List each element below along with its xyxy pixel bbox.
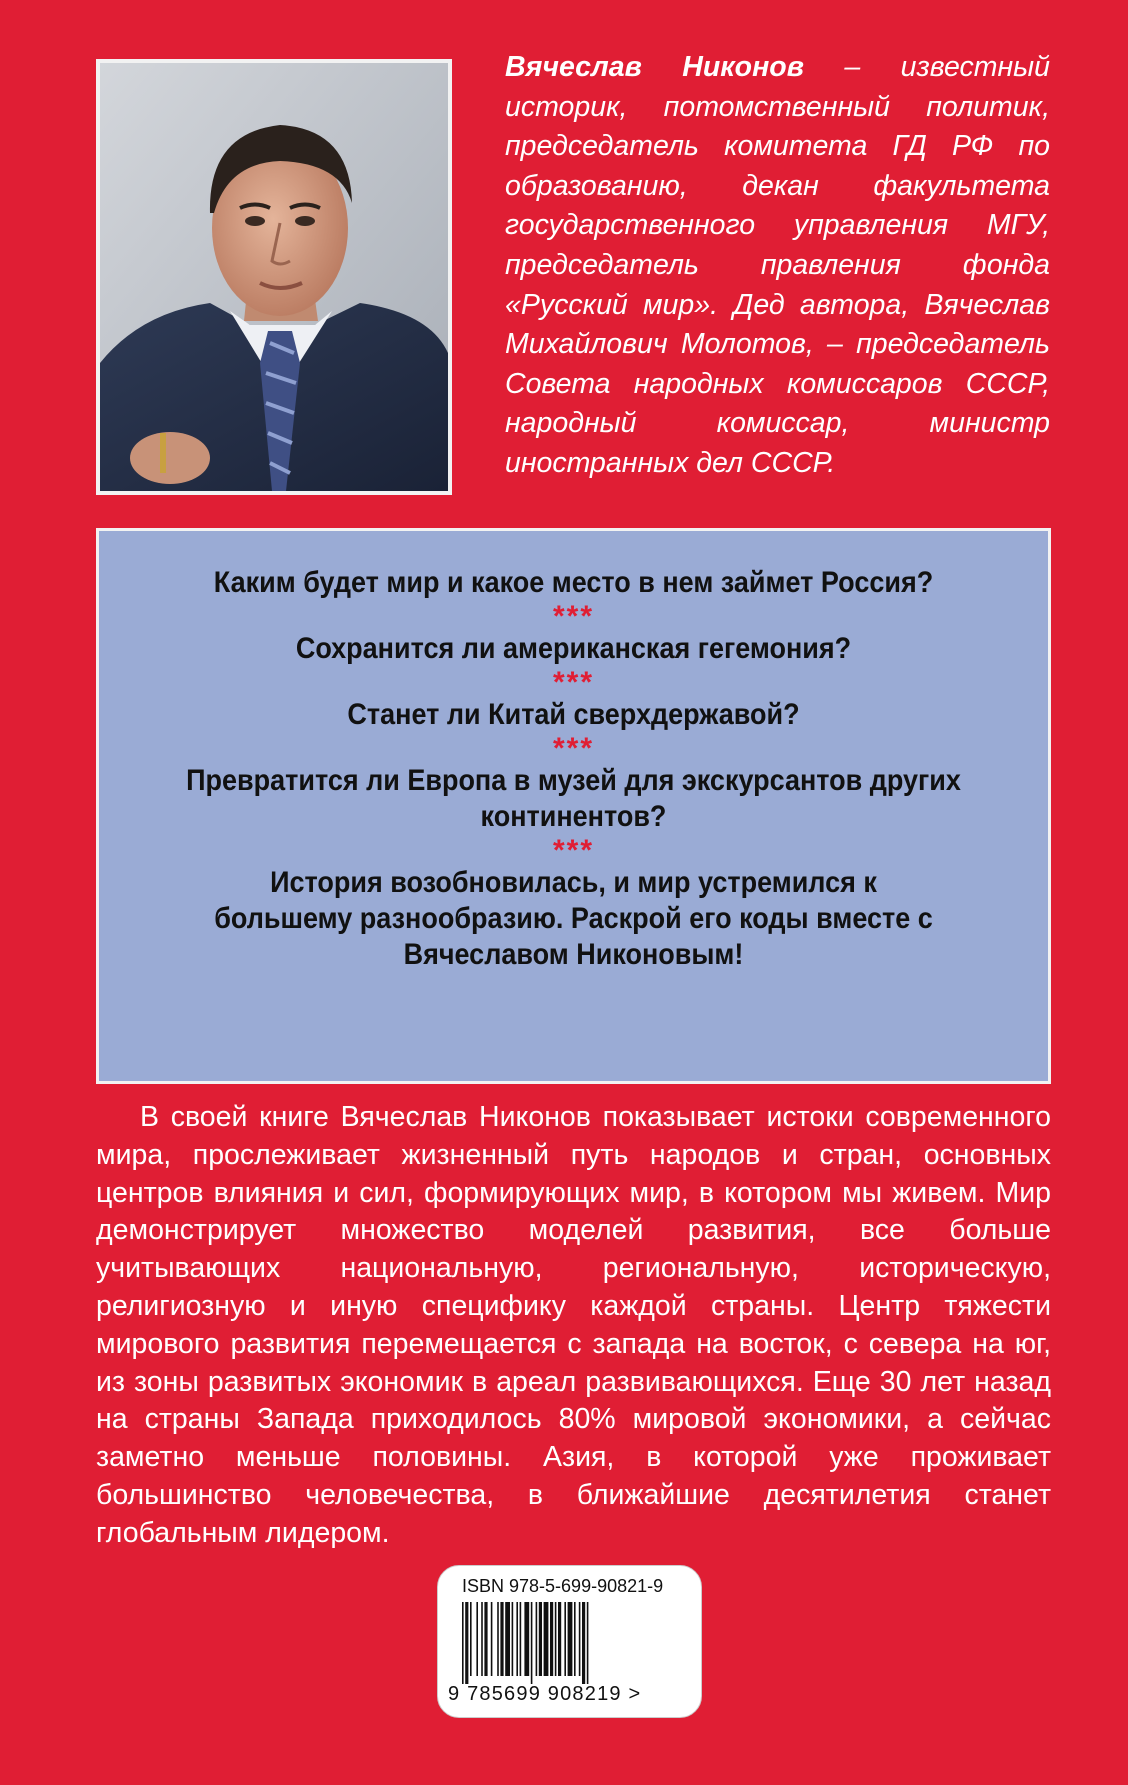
barcode-bar: [476, 1602, 478, 1676]
barcode-bar: [536, 1602, 538, 1676]
closing-statement: История возобновилась, и мир устремился к большему разнообразию. Раскрой его коды вместе с Вячеславом Никоновым!: [214, 866, 933, 971]
separator-stars: ***: [552, 732, 595, 765]
barcode-bar: [516, 1602, 518, 1676]
barcode-bar: [512, 1602, 514, 1676]
separator-stars: ***: [552, 834, 595, 867]
book-summary: В своей книге Вячеслав Никонов показывает истоки современного мира, прослеживает жизненный путь народов и стран, основных центров влияния и сил, формирующих мир, в котором мы живем. Мир демонстрирует множество моделей развития, все больше учитывающих национальную, региональную, историческую, религиозную и иную специфику каждой страны. Центр тяжести мирового развития перемещается с запада на восток, с севера на юг, из зоны развитых экономик в ареал развивающихся. Еще 30 лет назад на страны Запада приходилось 80% мировой экономики, а сейчас заметно меньше половины. Азия, в которой уже проживает большинство человечества, в ближайшие десятилетия станет глобальным лидером.: [96, 1101, 1051, 1549]
barcode-bar: [520, 1602, 522, 1676]
question-2: Сохранится ли американская гегемония?: [295, 632, 852, 665]
author-bio: [505, 48, 1050, 484]
barcode-bar: [550, 1602, 553, 1676]
author-name: Вячеслав Никонов: [505, 51, 804, 83]
question-3: Станет ли Китай сверхдержавой?: [347, 698, 800, 731]
barcode-bar: [500, 1602, 503, 1676]
question-1: Каким будет мир и какое место в нем займет Россия?: [213, 566, 934, 599]
barcode-bar: [484, 1602, 487, 1676]
author-portrait-illustration: [100, 63, 448, 491]
barcode-bar: [505, 1602, 510, 1676]
barcode-bar: [558, 1602, 561, 1676]
barcode-bar: [587, 1602, 589, 1684]
barcode-bar: [491, 1602, 493, 1676]
barcode-bar: [539, 1602, 542, 1676]
barcode-bar: [564, 1602, 566, 1676]
barcode-bar: [497, 1602, 499, 1676]
isbn-label: ISBN 978-5-699-90821-9: [462, 1576, 664, 1596]
barcode-bar: [524, 1602, 529, 1676]
barcode-bar: [470, 1602, 472, 1676]
barcode-bar: [462, 1602, 464, 1684]
barcode-bar: [579, 1602, 581, 1676]
separator-stars: ***: [552, 600, 595, 633]
separator-stars: ***: [552, 666, 595, 699]
author-photo: [96, 59, 452, 495]
barcode-bar: [568, 1602, 573, 1676]
barcode-digits: 9 785699 908219 >: [448, 1683, 642, 1705]
author-bio-text: – известный историк, потомственный политик, председатель комитета ГД РФ по образованию, декан факультета государственного управления МГУ, председатель правления фонда «Русский мир». Дед автора, Вячеслав Михайлович Молотов, – председатель Совета народных комиссаров СССР, народный комиссар, министр иностранных дел СССР.: [505, 51, 1050, 479]
isbn-barcode-box: [437, 1565, 702, 1718]
barcode-bar: [574, 1602, 576, 1676]
barcode-bar: [555, 1602, 557, 1676]
barcode-bar: [544, 1602, 549, 1676]
question-4: Превратится ли Европа в музей для экскурсантов других континентов?: [186, 764, 961, 833]
barcode-bar: [465, 1602, 468, 1684]
barcode-bar: [582, 1602, 585, 1684]
barcode-bar: [531, 1602, 533, 1684]
questions-panel: [96, 528, 1051, 1084]
barcode-bar: [481, 1602, 483, 1676]
barcode-icon: [462, 1602, 678, 1684]
